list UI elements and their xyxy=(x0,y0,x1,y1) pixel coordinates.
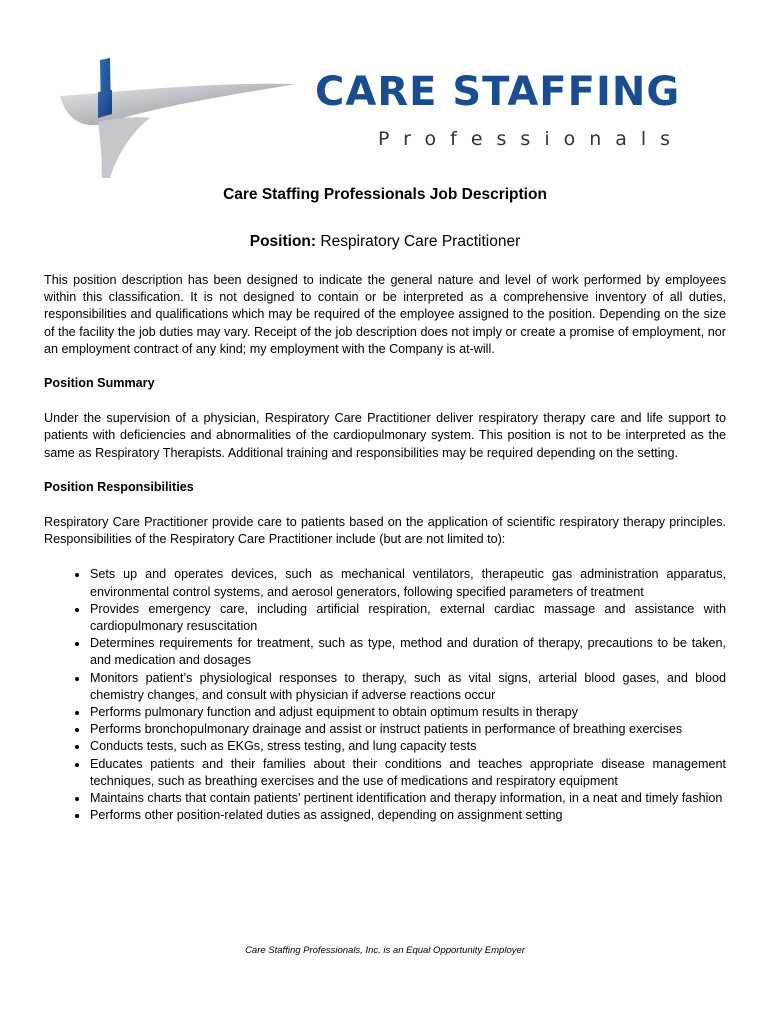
list-item: • Performs pulmonary function and adjust equipment to obtain optimum results in therapy xyxy=(89,704,726,721)
brand-subtitle: Professionals xyxy=(378,128,685,150)
brand-name: CARE STAFFING xyxy=(315,69,681,115)
document-title: Care Staffing Professionals Job Description xyxy=(223,186,547,203)
responsibilities-list xyxy=(44,566,726,824)
company-logo xyxy=(58,52,738,182)
position-line xyxy=(0,233,770,251)
list-item: • Educates patients and their families about their conditions and teaches appropriate disease management techniques, such as breathing exercises and the use of medications and respiratory equipment xyxy=(89,756,726,790)
list-item: • Conducts tests, such as EKGs, stress testing, and lung capacity tests xyxy=(89,738,726,755)
position-label: Position: xyxy=(249,233,317,250)
list-item: • Determines requirements for treatment, such as type, method and duration of therapy, precautions to be taken, and medication and dosages xyxy=(89,635,726,669)
position-value: Respiratory Care Practitioner xyxy=(320,233,521,250)
document-body xyxy=(44,272,726,824)
list-item: • Provides emergency care, including artificial respiration, external cardiac massage and assistance with cardiopulmonary resuscitation xyxy=(89,601,726,635)
summary-paragraph: Under the supervision of a physician, Respiratory Care Practitioner deliver respiratory therapy care and life support to patients with deficiencies and abnormalities of the cardiopulmonary system. This position is not to be interpreted as the same as Respiratory Therapists. Additional training and responsibilities may be required depending on the setting. xyxy=(44,411,726,460)
footer-note: Care Staffing Professionals, Inc. is an Equal Opportunity Employer xyxy=(245,945,525,956)
summary-heading: Position Summary xyxy=(44,376,155,391)
list-item: • Performs other position-related duties as assigned, depending on assignment setting xyxy=(89,807,726,824)
list-item: • Monitors patient’s physiological responses to therapy, such as vital signs, arterial blood gases, and blood chemistry changes, and consult with physician if adverse reactions occur xyxy=(89,670,726,704)
list-item: • Performs bronchopulmonary drainage and assist or instruct patients in performance of breathing exercises xyxy=(89,721,726,738)
cross-swoosh-logo-icon xyxy=(58,52,308,182)
list-item: • Sets up and operates devices, such as mechanical ventilators, therapeutic gas administration apparatus, environmental control systems, and aerosol generators, following specified parameters of treatment xyxy=(89,566,726,600)
list-item: • Maintains charts that contain patients’ pertinent identification and therapy information, in a neat and timely fashion xyxy=(89,790,726,807)
intro-paragraph: This position description has been designed to indicate the general nature and level of work performed by employees within this classification. It is not designed to contain or be interpreted as a comprehensive inventory of all duties, responsibilities and qualifications which may be required of the employee assigned to the position. Depending on the size of the facility the job duties may vary. Receipt of the job description does not imply or create a promise of employment, nor an employment contract of any kind; my employment with the Company is at-will. xyxy=(44,273,726,356)
responsibilities-heading: Position Responsibilities xyxy=(44,479,194,494)
responsibilities-intro: Respiratory Care Practitioner provide care to patients based on the application of scientific respiratory therapy principles. Responsibilities of the Respiratory Care Practitioner include (but are not limited to): xyxy=(44,515,726,547)
